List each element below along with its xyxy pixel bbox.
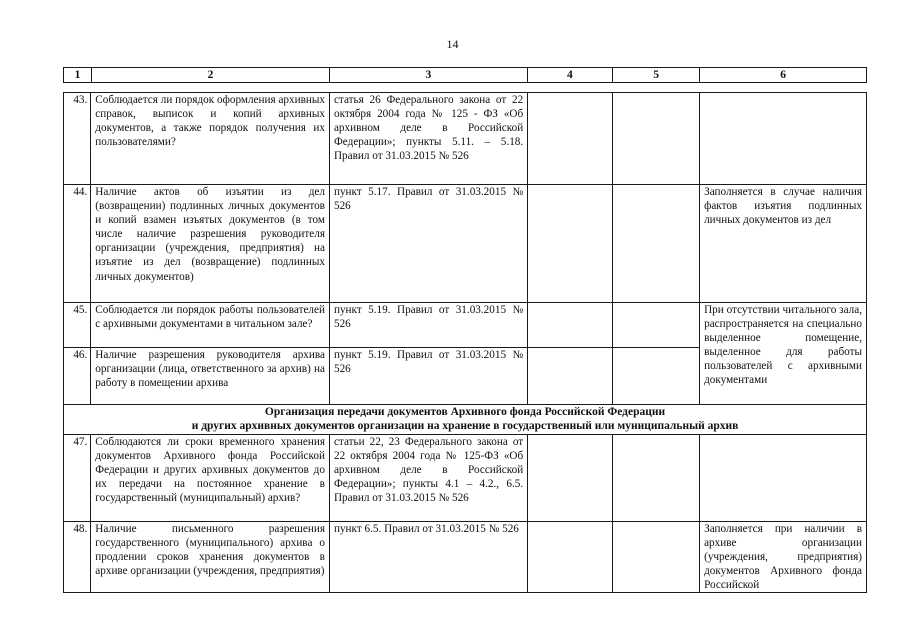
row-col4-cell[interactable]	[528, 93, 613, 185]
column-header-6: 6	[700, 68, 867, 83]
row-col4-cell[interactable]	[528, 522, 613, 593]
row-number: 48.	[64, 522, 91, 593]
row-col5-cell[interactable]	[613, 348, 700, 405]
row-number: 43.	[64, 93, 91, 185]
row-question: Соблюдаются ли сроки временного хранения документов Архивного фонда Российской Федерации и других архивных документов до их передачи на постоянное хранение в государственный (муниципальный) архив?	[91, 435, 330, 522]
row-col4-cell[interactable]	[528, 185, 613, 303]
row-question: Наличие разрешения руководителя архива организации (лица, ответственного за архив) на работу в помещении архива	[91, 348, 330, 405]
row-question: Наличие актов об изъятии из дел (возвращении) подлинных личных документов и копий взамен изъятых документов (в том числе наличие разрешения руководителя организации (учреждения, предприятия) на изъятие из дел (возвращение) подлинных личных документов)	[91, 185, 330, 303]
row-col5-cell[interactable]	[613, 93, 700, 185]
row-basis: пункт 6.5. Правил от 31.03.2015 № 526	[329, 522, 527, 593]
table-row-44	[64, 185, 867, 303]
table-row-45	[64, 303, 867, 348]
row-col4-cell[interactable]	[528, 348, 613, 405]
table-row-47	[64, 435, 867, 522]
row-col4-cell[interactable]	[528, 435, 613, 522]
page-number: 14	[446, 37, 459, 51]
column-header-table	[63, 67, 867, 83]
row-number: 47.	[64, 435, 91, 522]
checklist-table	[63, 92, 867, 593]
reading-room-note: При отсутствии читального зала, распространяется на специально выделенное помещение, выделенное для работы пользователей с архивными документами	[700, 303, 867, 405]
row-basis: статьи 22, 23 Федерального закона от 22 октября 2004 года № 125-ФЗ «Об архивном деле в Российской Федерации»; пункты 4.1 – 4.2., 6.5. Правил от 31.03.2015 № 526	[329, 435, 527, 522]
row-col5-cell[interactable]	[613, 435, 700, 522]
row-note: Заполняется при наличии в архиве организации (учреждения, предприятия) документов Архивного фонда Российской	[700, 522, 867, 593]
row-note: Заполняется в случае наличия фактов изъятия подлинных личных документов из дел	[700, 185, 867, 303]
row-col5-cell[interactable]	[613, 303, 700, 348]
row-col5-cell[interactable]	[613, 185, 700, 303]
row-basis: пункт 5.17. Правил от 31.03.2015 № 526	[329, 185, 527, 303]
row-basis: пункт 5.19. Правил от 31.03.2015 № 526	[329, 348, 527, 405]
section-title-line-2: и других архивных документов организации на хранение в государственный или муниципальный архив	[191, 420, 739, 432]
column-header-1: 1	[64, 68, 92, 83]
row-basis: пункт 5.19. Правил от 31.03.2015 № 526	[329, 303, 527, 348]
row-basis: статья 26 Федерального закона от 22 октября 2004 года № 125 - ФЗ «Об архивном деле в Российской Федерации»; пункты 5.11. – 5.18. Правил от 31.03.2015 № 526	[329, 93, 527, 185]
column-header-row	[64, 68, 867, 83]
row-question: Соблюдается ли порядок работы пользователей с архивными документами в читальном зале?	[91, 303, 330, 348]
row-note	[700, 93, 867, 185]
table-row-48	[64, 522, 867, 593]
row-number: 45.	[64, 303, 91, 348]
table-row-43	[64, 93, 867, 185]
row-question: Соблюдается ли порядок оформления архивных справок, выписок и копий архивных документов, а также порядок получения их пользователями?	[91, 93, 330, 185]
row-number: 44.	[64, 185, 91, 303]
section-title	[64, 405, 867, 435]
section-header-row	[64, 405, 867, 435]
section-title-line-1: Организация передачи документов Архивного фонда Российской Федерации	[264, 406, 666, 418]
column-header-3: 3	[329, 68, 527, 83]
row-note	[700, 435, 867, 522]
column-header-5: 5	[613, 68, 700, 83]
row-number: 46.	[64, 348, 91, 405]
column-header-4: 4	[527, 68, 612, 83]
row-question: Наличие письменного разрешения государственного (муниципального) архива о продлении сроков хранения документов в архиве организации (учреждения, предприятия)	[91, 522, 330, 593]
row-col5-cell[interactable]	[613, 522, 700, 593]
row-col4-cell[interactable]	[528, 303, 613, 348]
column-header-2: 2	[92, 68, 330, 83]
